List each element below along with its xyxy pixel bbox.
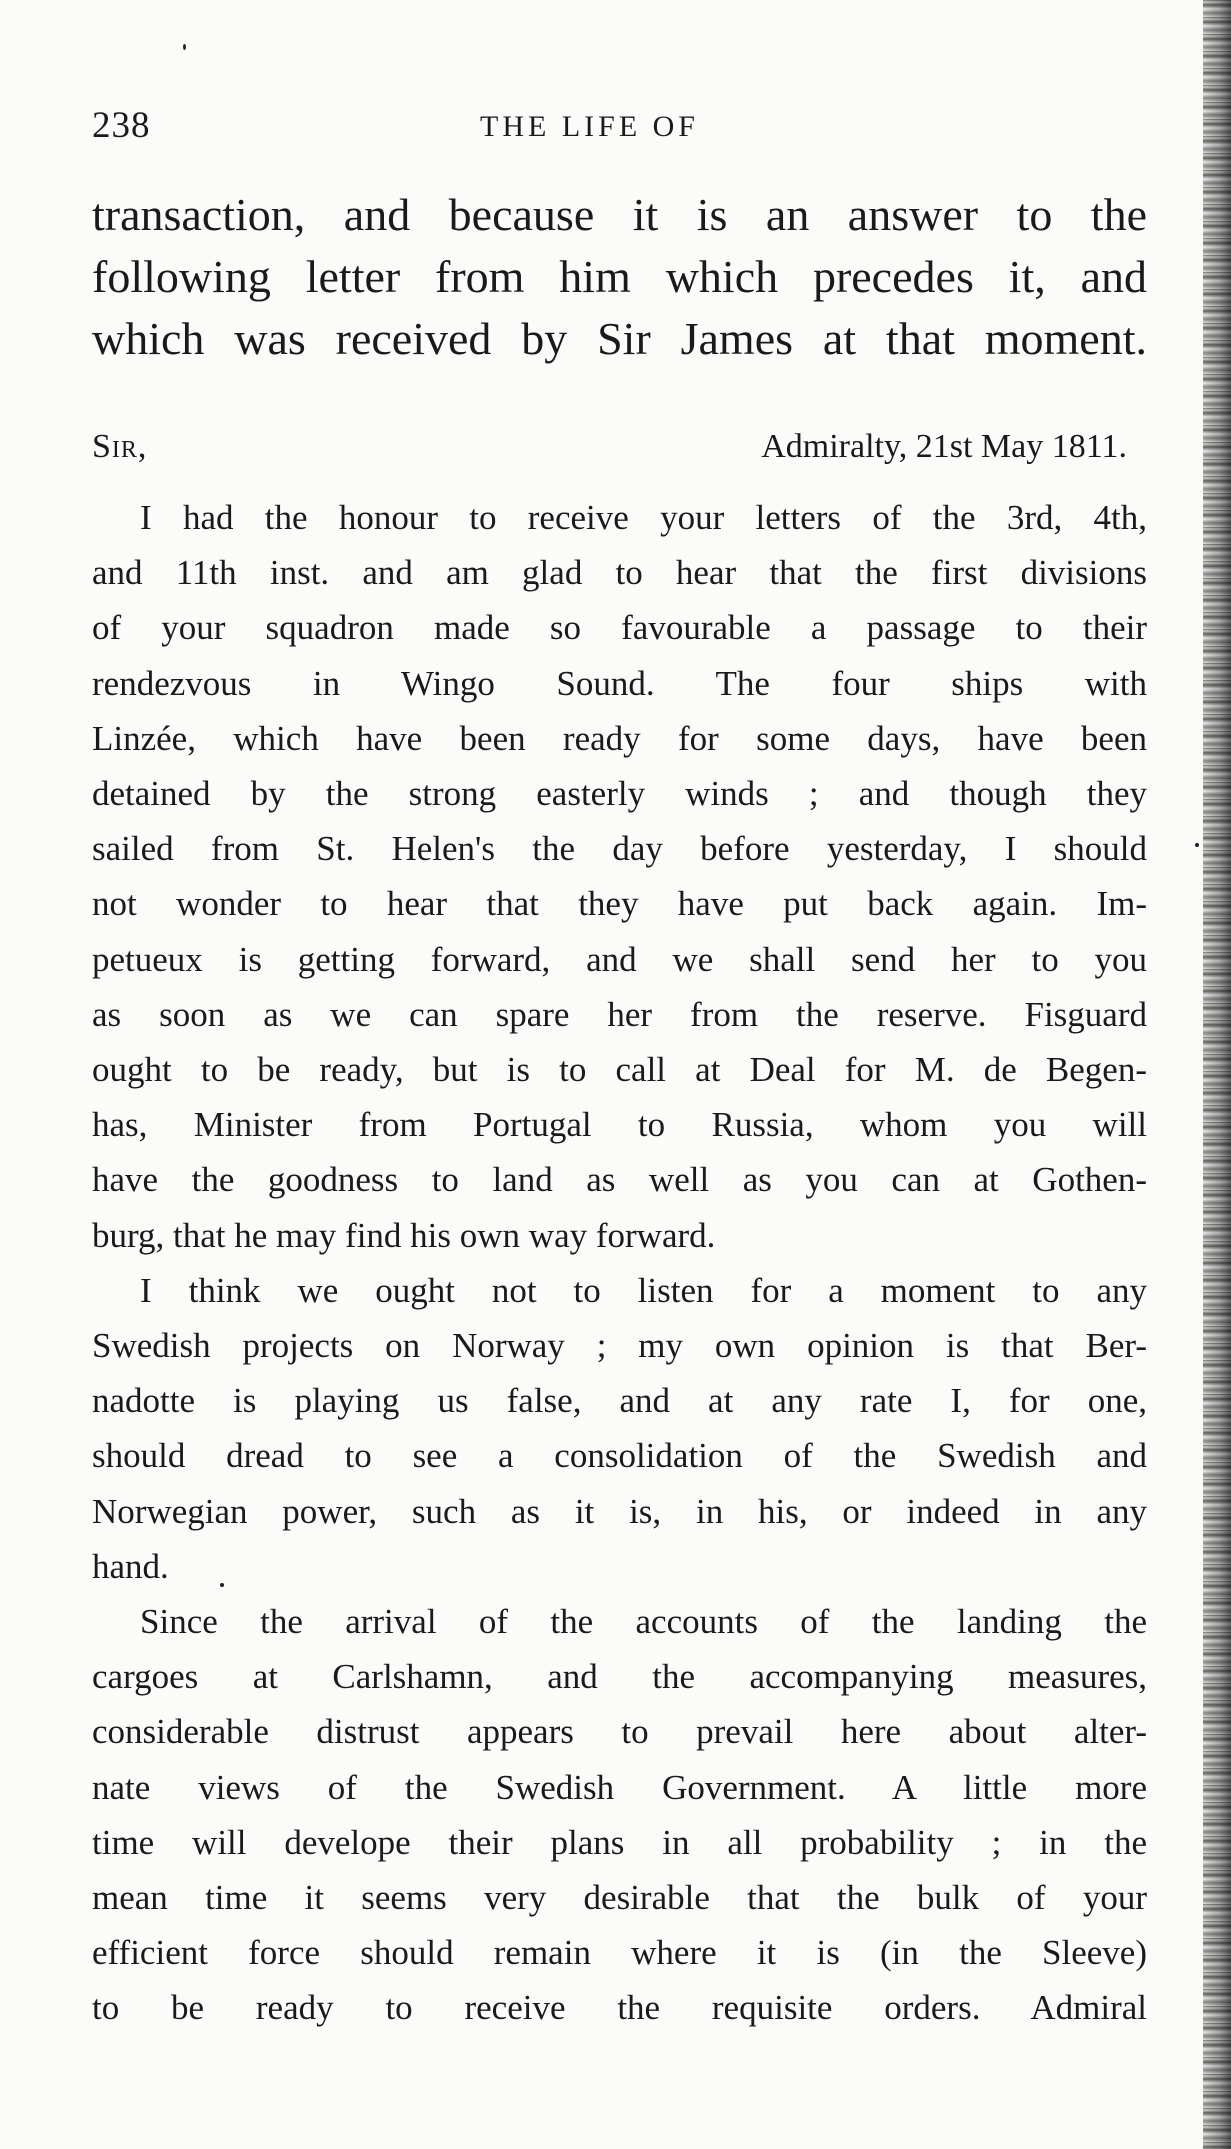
page-header [92, 104, 1147, 148]
text-line: Swedish projects on Norway ; my own opinion is that Ber- [92, 1326, 1147, 1366]
letter-body [92, 490, 1147, 2036]
text-line: cargoes at Carlshamn, and the accompanying measures, [92, 1657, 1147, 1697]
text-line: rendezvous in Wingo Sound. The four ships with [92, 663, 1147, 703]
text-line: of your squadron made so favourable a passage to their [92, 608, 1147, 648]
text-line: not wonder to hear that they have put back again. Im- [92, 884, 1147, 924]
page-number: 238 [92, 105, 151, 146]
stray-ink-mark [1195, 843, 1199, 847]
text-line: which was received by Sir James at that moment. [92, 313, 1147, 364]
stray-ink-mark [183, 44, 186, 50]
text-line: Norwegian power, such as it is, in his, or indeed in any [92, 1491, 1147, 1531]
text-line: ought to be ready, but is to call at Deal for M. de Begen- [92, 1050, 1147, 1090]
letter-heading [92, 428, 1147, 474]
text-line: nate views of the Swedish Government. A little more [92, 1767, 1147, 1807]
text-line: petueux is getting forward, and we shall send her to you [92, 939, 1147, 979]
text-line: and 11th inst. and am glad to hear that the first divisions [92, 553, 1147, 593]
text-line: to be ready to receive the requisite orders. Admiral [92, 1988, 1147, 2028]
text-line: sailed from St. Helen's the day before yesterday, I should [92, 829, 1147, 869]
text-line: considerable distrust appears to prevail here about alter- [92, 1712, 1147, 1752]
text-line: I had the honour to receive your letters of the 3rd, 4th, [140, 498, 1147, 537]
text-line: following letter from him which precedes it, and [92, 251, 1147, 302]
text-line: nadotte is playing us false, and at any rate I, for one, [92, 1381, 1147, 1421]
text-line: Linzée, which have been ready for some days, have been [92, 718, 1147, 758]
text-line: has, Minister from Portugal to Russia, whom you will [92, 1105, 1147, 1145]
text-line: hand. [92, 1546, 169, 1586]
text-line: mean time it seems very desirable that the bulk of your [92, 1878, 1147, 1918]
text-line: Since the arrival of the accounts of the landing the [140, 1602, 1147, 1642]
text-line: as soon as we can spare her from the reserve. Fisguard [92, 994, 1147, 1034]
salutation: Sir, [92, 428, 148, 465]
text-line: burg, that he may find his own way forward. [92, 1215, 716, 1255]
text-line: have the goodness to land as well as you can at Gothen- [92, 1160, 1147, 1200]
text-line: efficient force should remain where it is (in the Sleeve) [92, 1933, 1147, 1973]
text-line: time will develope their plans in all probability ; in the [92, 1822, 1147, 1862]
scanned-page-edge [1203, 0, 1231, 2149]
dateline: Admiralty, 21st May 1811. [761, 428, 1127, 465]
intro-paragraph [92, 184, 1147, 370]
text-line: should dread to see a consolidation of the Swedish and [92, 1436, 1147, 1476]
running-head: THE LIFE OF [480, 110, 699, 143]
text-line: detained by the strong easterly winds ; and though they [92, 774, 1147, 814]
text-line: I think we ought not to listen for a moment to any [140, 1270, 1147, 1310]
text-line: transaction, and because it is an answer to the [92, 189, 1147, 240]
